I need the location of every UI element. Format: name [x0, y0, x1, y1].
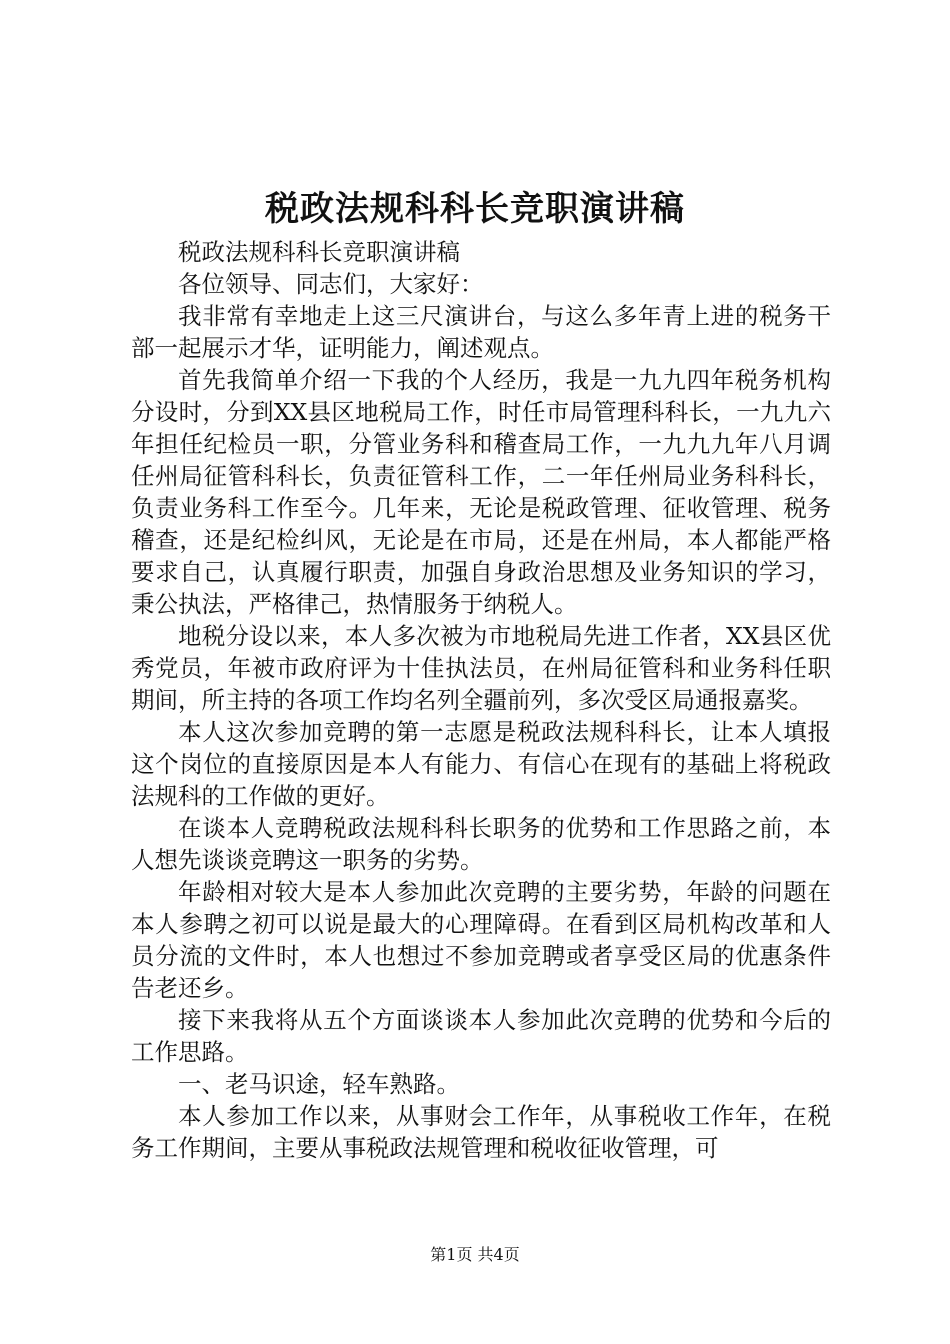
paragraph: 我非常有幸地走上这三尺演讲台，与这么多年青上进的税务干部一起展示才华，证明能力，阐述观点。	[131, 302, 831, 362]
paragraph: 一、老马识途，轻车熟路。	[178, 1070, 460, 1098]
paragraph: 首先我简单介绍一下我的个人经历，我是一九九四年税务机构分设时，分到XX县区地税局工作，时任市局管理科科长，一九九六年担任纪检员一职，分管业务科和稽查局工作，一九九九年八月调任州局征管科科长，负责征管科工作，二一年任州局业务科科长，负责业务科工作至今。几年来，无论是税政管理、征收管理、税务稽查，还是纪检纠风，无论是在市局，还是在州局，本人都能严格要求自己，认真履行职责，加强自身政治思想及业务知识的学习，秉公执法，严格律己，热情服务于纳税人。	[131, 366, 831, 618]
paragraph: 年龄相对较大是本人参加此次竞聘的主要劣势，年龄的问题在本人参聘之初可以说是最大的心理障碍。在看到区局机构改革和人员分流的文件时，本人也想过不参加竞聘或者享受区局的优惠条件告老还乡。	[131, 878, 831, 1002]
document-title: 税政法规科科长竞职演讲稿	[265, 189, 685, 229]
paragraph: 接下来我将从五个方面谈谈本人参加此次竞聘的优势和今后的工作思路。	[131, 1006, 831, 1066]
paragraph: 各位领导、同志们，大家好：	[178, 270, 484, 298]
paragraph: 税政法规科科长竞职演讲稿	[178, 238, 460, 266]
paragraph: 本人这次参加竞聘的第一志愿是税政法规科科长，让本人填报这个岗位的直接原因是本人有能力、有信心在现有的基础上将税政法规科的工作做的更好。	[131, 718, 831, 810]
paragraph: 本人参加工作以来，从事财会工作年，从事税收工作年，在税务工作期间，主要从事税政法规管理和税收征收管理，可	[131, 1102, 831, 1162]
paragraph: 在谈本人竞聘税政法规科科长职务的优势和工作思路之前，本人想先谈谈竞聘这一职务的劣势。	[131, 814, 831, 874]
document-body	[131, 236, 831, 1164]
paragraph: 地税分设以来，本人多次被为市地税局先进工作者，XX县区优秀党员，年被市政府评为十佳执法员，在州局征管科和业务科任职期间，所主持的各项工作均名列全疆前列，多次受区局通报嘉奖。	[131, 622, 831, 714]
page-footer: 第1页 共4页	[430, 1245, 520, 1264]
